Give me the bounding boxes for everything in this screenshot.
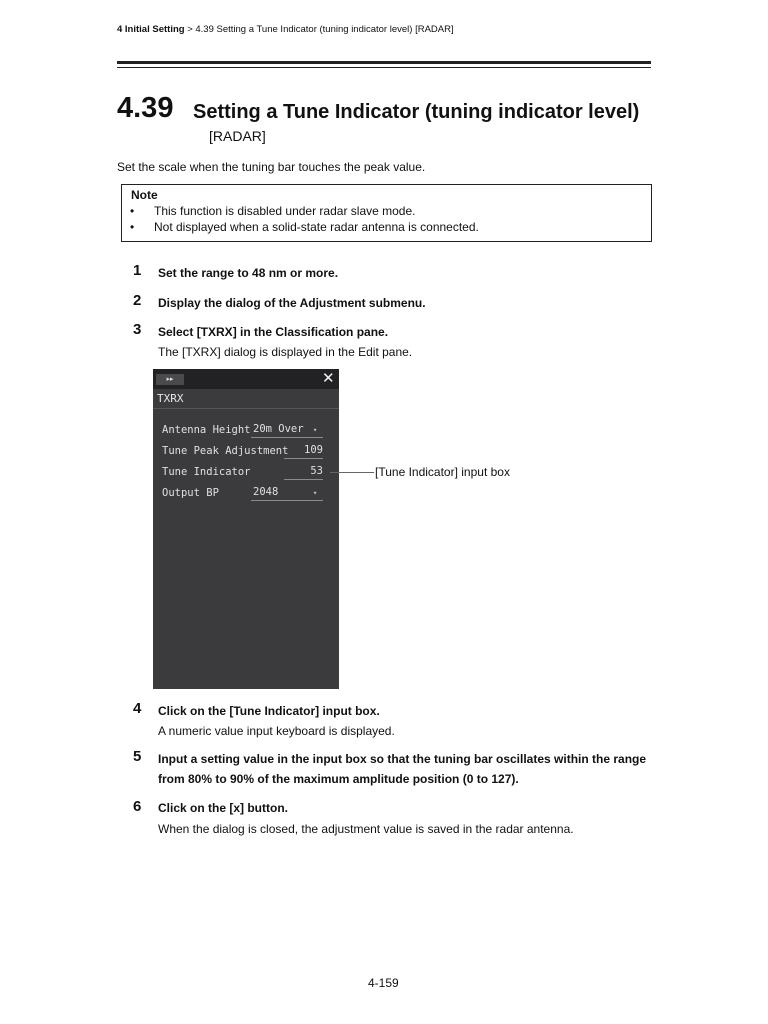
note-item-text: Not displayed when a solid-state radar antenna is connected. <box>154 220 479 234</box>
tune-peak-value: 109 <box>304 444 323 456</box>
chevron-down-icon: ▾ <box>313 489 318 497</box>
tune-peak-label: Tune Peak Adjustment <box>162 445 289 457</box>
dialog-divider <box>153 408 339 409</box>
tune-indicator-input[interactable] <box>284 465 323 480</box>
header-rule-thick <box>117 61 651 64</box>
note-item <box>130 220 479 234</box>
note-bullet: • <box>130 220 135 234</box>
breadcrumb-chapter: 4 Initial Setting <box>117 24 185 35</box>
tune-indicator-label: Tune Indicator <box>162 466 251 478</box>
page-number: 4-159 <box>368 976 399 990</box>
tune-indicator-value: 53 <box>310 465 323 477</box>
step-text: Set the range to 48 nm or more. <box>158 266 339 280</box>
note-box <box>121 184 652 242</box>
step-number: 1 <box>133 262 142 279</box>
collapse-button[interactable]: ▸▸ <box>156 374 184 385</box>
note-bullet: • <box>130 204 135 218</box>
chevron-down-icon: ▾ <box>313 426 318 434</box>
step-subtext: When the dialog is closed, the adjustment value is saved in the radar antenna. <box>158 822 574 836</box>
antenna-height-dropdown[interactable] <box>251 423 323 438</box>
tune-peak-input[interactable] <box>284 444 323 459</box>
step-text: Display the dialog of the Adjustment submenu. <box>158 296 426 310</box>
step-text: Select [TXRX] in the Classification pane. <box>158 325 389 339</box>
breadcrumb <box>117 24 454 35</box>
note-title: Note <box>131 188 158 202</box>
output-bp-value: 2048 <box>253 486 279 498</box>
breadcrumb-section: > 4.39 Setting a Tune Indicator (tuning indicator level) [RADAR] <box>184 24 454 35</box>
step-number: 4 <box>133 700 142 717</box>
section-title-text: Setting a Tune Indicator (tuning indicator level) <box>193 101 640 123</box>
close-icon[interactable]: ✕ <box>322 370 335 387</box>
antenna-height-value: 20m Over <box>253 423 304 435</box>
step-number: 2 <box>133 292 142 309</box>
txrx-dialog <box>153 369 339 689</box>
step-text: Input a setting value in the input box so that the tuning bar oscillates within the range from 80% to 90% of the maximum amplitude position (0 to 127). <box>158 752 647 786</box>
callout-leader-line <box>330 472 374 473</box>
section-number: 4.39 <box>117 92 174 124</box>
output-bp-dropdown[interactable] <box>251 486 323 501</box>
step-number: 3 <box>133 321 142 338</box>
header-rule-thin <box>117 67 651 68</box>
intro-text: Set the scale when the tuning bar touches the peak value. <box>117 160 426 174</box>
step-number: 5 <box>133 748 142 765</box>
step-text: Click on the [x] button. <box>158 801 288 815</box>
section-tag: [RADAR] <box>209 128 266 144</box>
dialog-title: TXRX <box>157 392 184 405</box>
step-subtext: The [TXRX] dialog is displayed in the Edit pane. <box>158 345 413 359</box>
note-item-text: This function is disabled under radar slave mode. <box>154 204 416 218</box>
step-number: 6 <box>133 798 142 815</box>
antenna-height-label: Antenna Height <box>162 424 251 436</box>
section-title <box>193 100 653 154</box>
output-bp-label: Output BP <box>162 487 219 499</box>
step-text: Click on the [Tune Indicator] input box. <box>158 704 380 718</box>
step-subtext: A numeric value input keyboard is displayed. <box>158 724 395 738</box>
callout-label: [Tune Indicator] input box <box>375 465 510 479</box>
note-item <box>130 204 415 218</box>
